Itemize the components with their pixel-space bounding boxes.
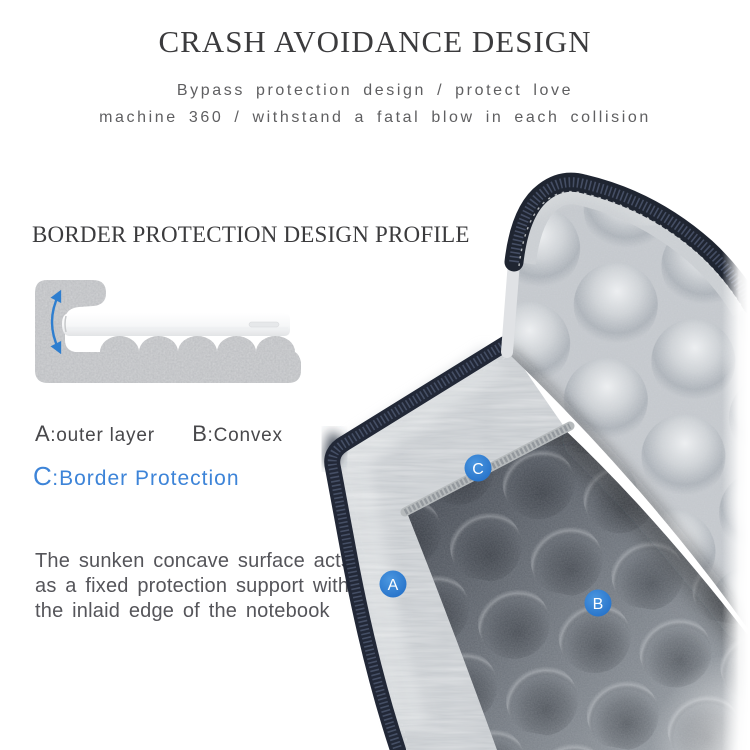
subtitle-line-1: Bypass protection design / protect love [176,82,574,99]
description-line-1: The sunken concave surface acts [35,550,352,572]
marker-c [465,455,492,482]
legend-label-b: :Convex [207,425,283,446]
description-line-3: the inlaid edge of the notebook [35,600,330,622]
description-line-2: as a fixed protection support with [35,575,350,597]
legend-key-c: C [33,461,53,491]
marker-c-label: C [472,461,484,478]
notebook-slab [62,313,290,336]
flap-binding-edge [507,262,514,352]
legend-item-convex [192,421,283,447]
legend-item-outer-layer [35,421,155,447]
marker-a [380,571,407,598]
sleeve-interior-photo [320,160,750,750]
description-paragraph [35,549,365,624]
page-subtitle [0,77,750,131]
marker-b [585,590,612,617]
page-title: CRASH AVOIDANCE DESIGN [158,24,592,59]
marker-a-label: A [387,577,399,594]
section-heading: BORDER PROTECTION DESIGN PROFILE [32,222,470,247]
legend-item-border-protection [33,461,240,492]
legend-label-a: :outer layer [50,425,155,446]
legend-key-b: B [192,421,208,446]
legend-key-a: A [35,421,51,446]
marker-b-label: B [592,596,604,613]
legend-label-c: :Border Protection [52,467,240,490]
legend-row-ab [35,421,283,447]
subtitle-line-2: machine 360 / withstand a fatal blow in each collision [99,109,651,126]
border-protection-diagram [33,278,305,388]
notebook-port-slot [249,322,279,327]
corner-fade [650,650,750,750]
